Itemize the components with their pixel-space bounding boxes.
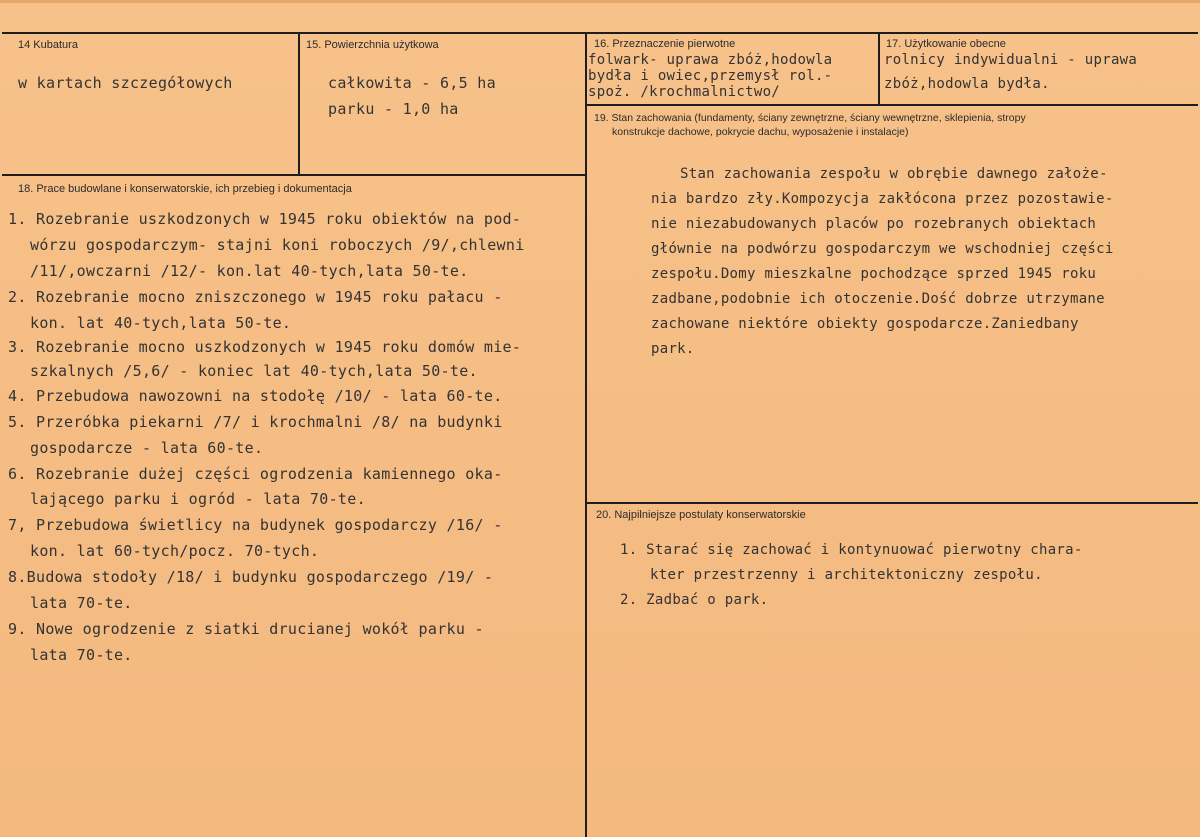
field-19-line-5: zespołu.Domy mieszkalne pochodzące sprzed 1945 roku xyxy=(651,266,1097,282)
field-19-header-line-2: konstrukcje dachowe, pokrycie dachu, wyposażenie i instalacje) xyxy=(612,126,909,138)
rule-above-20 xyxy=(586,502,1198,504)
field-18-line-5: kon. lat 40-tych,lata 50-te. xyxy=(30,314,292,332)
field-16-line-2: bydła i owiec,przemysł rol.- xyxy=(588,68,833,84)
field-16-line-3: spoż. /krochmalnictwo/ xyxy=(588,84,781,100)
center-divider xyxy=(585,33,587,837)
field-18-line-11: 6. Rozebranie dużej części ogrodzenia kamiennego oka- xyxy=(8,465,503,483)
divider-16-17 xyxy=(878,33,880,105)
field-14-value: w kartach szczegółowych xyxy=(18,74,233,92)
field-18-line-4: 2. Rozebranie mocno zniszczonego w 1945 roku pałacu - xyxy=(8,288,503,306)
field-19-line-4: głównie na podwórzu gospodarczym we wschodniej części xyxy=(651,241,1114,257)
field-15-line-1: całkowita - 6,5 ha xyxy=(328,74,496,92)
field-18-line-14: kon. lat 60-tych/pocz. 70-tych. xyxy=(30,542,320,560)
field-15-line-2: parku - 1,0 ha xyxy=(328,100,459,118)
field-18-line-7: szkalnych /5,6/ - koniec lat 40-tych,lata 50-te. xyxy=(30,362,478,380)
top-rule xyxy=(2,32,1198,34)
field-15-header: 15. Powierzchnia użytkowa xyxy=(306,39,439,51)
field-17-line-2: zbóż,hodowla bydła. xyxy=(884,76,1050,92)
rule-under-16-17 xyxy=(586,104,1198,106)
field-18-line-15: 8.Budowa stodoły /18/ i budynku gospodarczego /19/ - xyxy=(8,568,494,586)
divider-14-15 xyxy=(298,33,300,175)
field-19-line-8: park. xyxy=(651,341,695,357)
field-20-line-1: 1. Starać się zachować i kontynuować pierwotny chara- xyxy=(620,542,1083,558)
field-18-line-1: 1. Rozebranie uszkodzonych w 1945 roku obiektów na pod- xyxy=(8,210,522,228)
field-18-line-12: lającego parku i ogród - lata 70-te. xyxy=(30,490,366,508)
field-18-line-16: lata 70-te. xyxy=(30,594,133,612)
field-20-header: 20. Najpilniejsze postulaty konserwatorskie xyxy=(596,509,806,521)
card-top-edge xyxy=(0,0,1200,3)
field-18-line-9: 5. Przeróbka piekarni /7/ i krochmalni /8/ na budynki xyxy=(8,413,503,431)
field-18-line-3: /11/,owczarni /12/- kon.lat 40-tych,lata 50-te. xyxy=(30,262,469,280)
field-18-header: 18. Prace budowlane i konserwatorskie, ich przebieg i dokumentacja xyxy=(18,183,352,195)
field-20-line-2: kter przestrzenny i architektoniczny zespołu. xyxy=(650,567,1043,583)
field-19-line-6: zadbane,podobnie ich otoczenie.Dość dobrze utrzymane xyxy=(651,291,1105,307)
field-16-header: 16. Przeznaczenie pierwotne xyxy=(594,38,736,50)
field-17-header: 17. Użytkowanie obecne xyxy=(886,38,1006,50)
field-18-line-6: 3. Rozebranie mocno uszkodzonych w 1945 roku domów mie- xyxy=(8,338,522,356)
field-20-line-3: 2. Zadbać o park. xyxy=(620,592,769,608)
field-18-line-8: 4. Przebudowa nawozowni na stodołę /10/ - lata 60-te. xyxy=(8,387,503,405)
field-18-line-2: wórzu gospodarczym- stajni koni roboczych /9/,chlewni xyxy=(30,236,525,254)
field-18-line-18: lata 70-te. xyxy=(30,646,133,664)
field-19-line-7: zachowane niektóre obiekty gospodarcze.Zaniedbany xyxy=(651,316,1079,332)
field-14-header: 14 Kubatura xyxy=(18,39,78,51)
field-17-line-1: rolnicy indywidualni - uprawa xyxy=(884,52,1138,68)
field-19-line-1: Stan zachowania zespołu w obrębie dawnego założe- xyxy=(680,166,1108,182)
field-18-line-17: 9. Nowe ogrodzenie z siatki drucianej wokół parku - xyxy=(8,620,484,638)
field-19-line-3: nie niezabudowanych placów po rozebranych obiektach xyxy=(651,216,1097,232)
field-19-line-2: nia bardzo zły.Kompozycja zakłócona przez pozostawie- xyxy=(651,191,1114,207)
field-18-line-13: 7, Przebudowa świetlicy na budynek gospodarczy /16/ - xyxy=(8,516,503,534)
field-16-line-1: folwark- uprawa zbóż,hodowla xyxy=(588,52,833,68)
rule-under-14-15 xyxy=(2,174,586,176)
field-18-line-10: gospodarcze - lata 60-te. xyxy=(30,439,264,457)
field-19-header-line-1: 19. Stan zachowania (fundamenty, ściany zewnętrzne, ściany wewnętrzne, sklepienia, stropy xyxy=(594,112,1026,124)
